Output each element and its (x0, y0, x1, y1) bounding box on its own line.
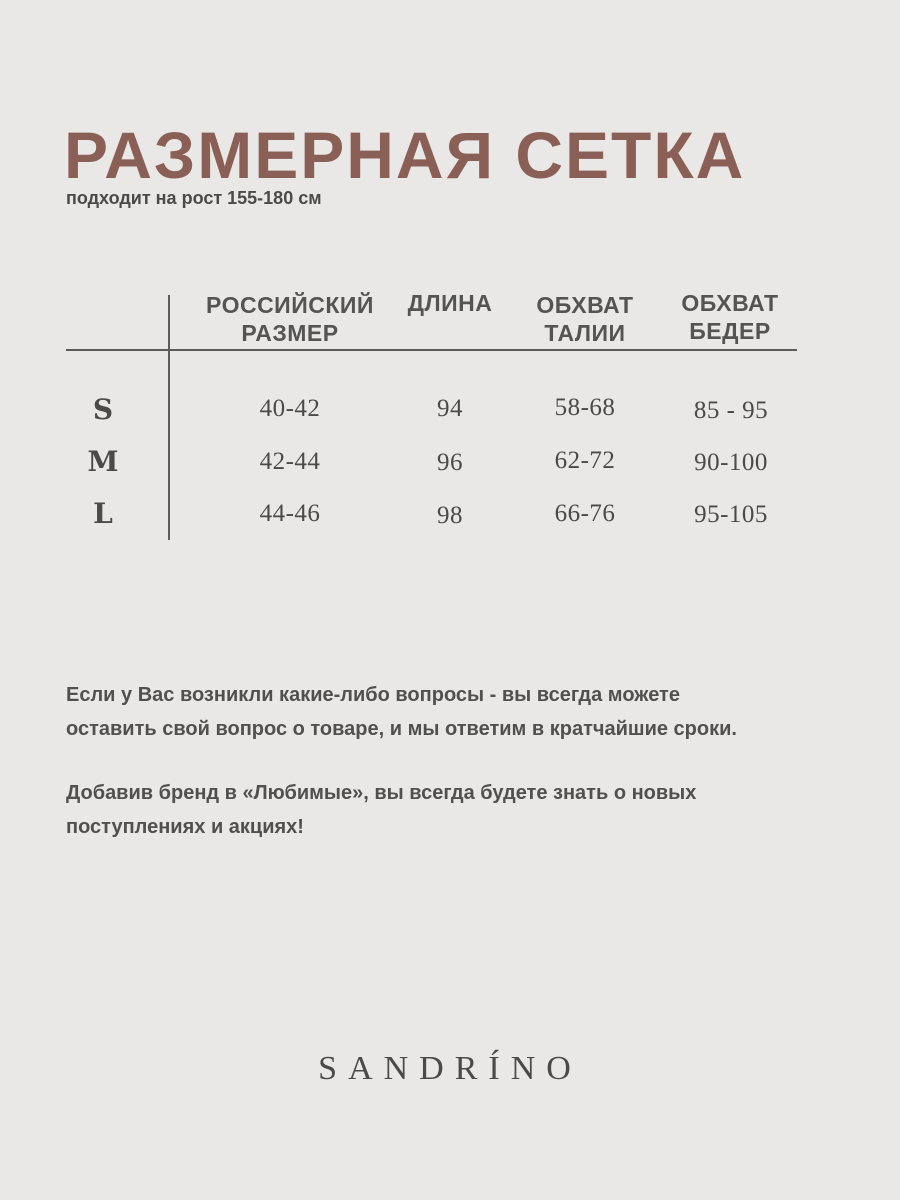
cell-waist: 58-68 (554, 394, 616, 421)
cell-ru-size: 44-46 (259, 500, 321, 527)
cell-waist: 62-72 (554, 447, 616, 474)
column-header-russian-size: РОССИЙСКИЙ РАЗМЕР (206, 292, 374, 346)
questions-note: Если у Вас возникли какие-либо вопросы - вы всегда можете оставить свой вопрос о товаре, и мы ответим в кратчайшие сроки. (66, 684, 737, 740)
height-range-subtitle: подходит на рост 155-180 см (66, 188, 322, 208)
cell-waist: 66-76 (554, 500, 616, 527)
brand-logo: SANDRÍNO (318, 1050, 582, 1087)
column-header-length: ДЛИНА (407, 290, 493, 316)
cell-hips: 85 - 95 (693, 397, 769, 424)
cell-length: 94 (437, 395, 463, 422)
favorites-note: Добавив бренд в «Любимые», вы всегда будете знать о новых поступлениях и акциях! (66, 782, 697, 838)
cell-length: 98 (437, 502, 463, 529)
cell-hips: 90-100 (694, 449, 768, 476)
column-header-waist: ОБХВАТ ТАЛИИ (536, 292, 634, 346)
size-label-m: M (87, 445, 119, 478)
cell-length: 96 (437, 449, 463, 476)
cell-ru-size: 42-44 (259, 448, 321, 475)
header-divider (66, 349, 797, 351)
size-label-s: S (92, 393, 114, 426)
size-column-divider (168, 295, 170, 540)
size-label-l: L (93, 497, 113, 530)
column-header-hips: ОБХВАТ БЕДЕР (681, 290, 779, 344)
cell-ru-size: 40-42 (259, 395, 321, 422)
cell-hips: 95-105 (694, 501, 768, 528)
page-title: РАЗМЕРНАЯ СЕТКА (64, 118, 746, 192)
